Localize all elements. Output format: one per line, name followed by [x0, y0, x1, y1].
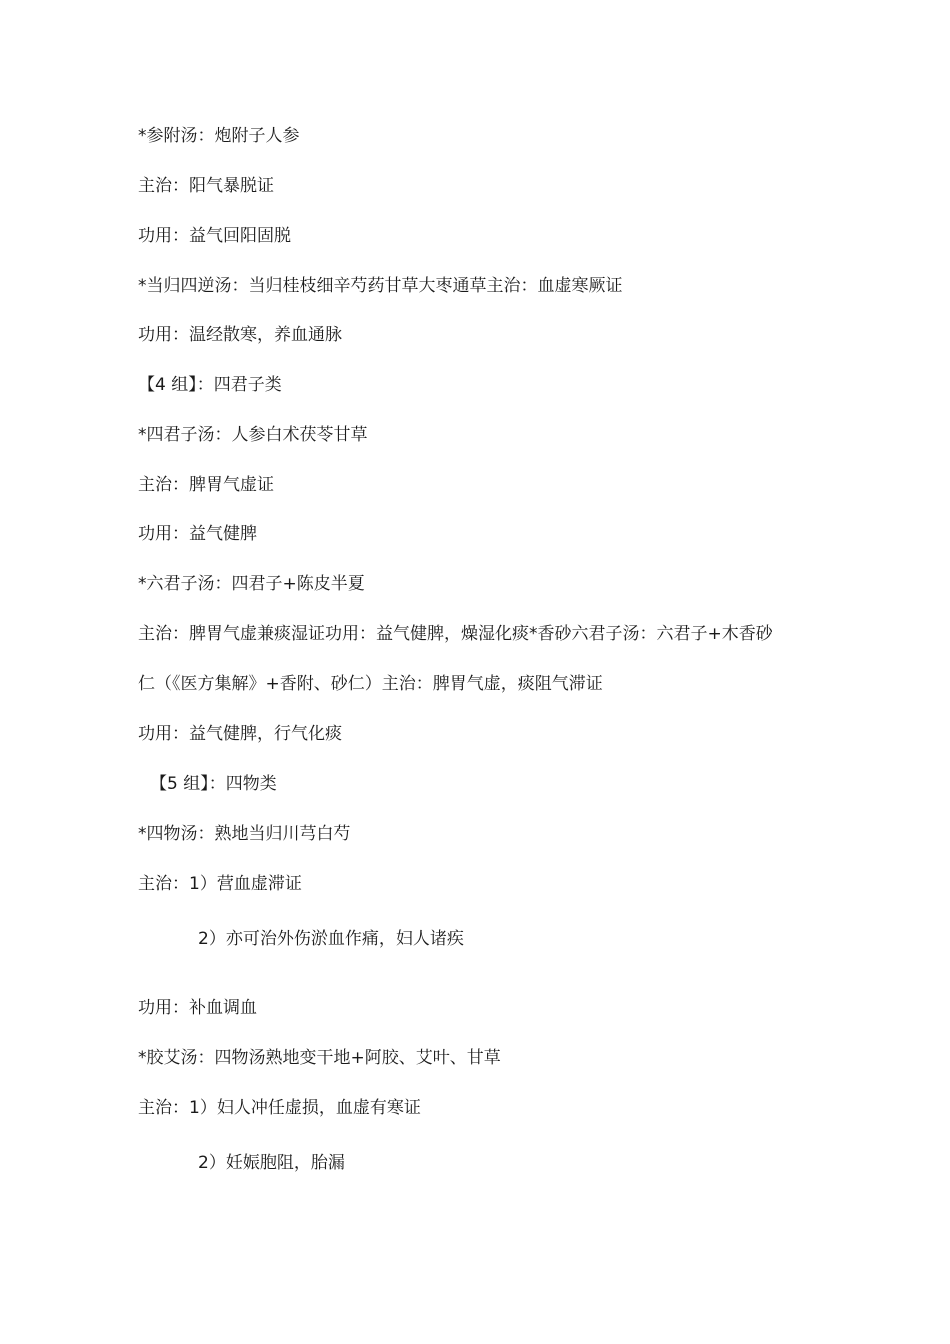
text-line: 2）妊娠胞阻，胎漏 — [198, 1153, 345, 1173]
text-line: *当归四逆汤：当归桂枝细辛芍药甘草大枣通草主治：血虚寒厥证 — [138, 276, 623, 296]
section-heading: 【4 组】：四君子类 — [138, 375, 282, 395]
text-line: 主治：1）妇人冲任虚损，血虚有寒证 — [138, 1098, 421, 1118]
text-line: 主治：脾胃气虚证 — [138, 475, 274, 495]
text-line: *参附汤：炮附子人参 — [138, 126, 300, 146]
text-line: 主治：阳气暴脱证 — [138, 176, 274, 196]
text-line: *胶艾汤：四物汤熟地变干地+阿胶、艾叶、甘草 — [138, 1048, 501, 1068]
text-line: *四物汤：熟地当归川芎白芍 — [138, 824, 351, 844]
text-line: 仁（《医方集解》+香附、砂仁）主治：脾胃气虚，痰阻气滞证 — [138, 674, 603, 694]
section-heading: 【5 组】：四物类 — [150, 774, 277, 794]
text-line: 主治：脾胃气虚兼痰湿证功用：益气健脾，燥湿化痰*香砂六君子汤：六君子+木香砂 — [138, 624, 773, 644]
text-line: 功用：温经散寒，养血通脉 — [138, 325, 342, 345]
text-line: 功用：益气健脾 — [138, 524, 257, 544]
text-line: *四君子汤：人参白术茯苓甘草 — [138, 425, 368, 445]
text-line: 功用：益气回阳固脱 — [138, 226, 291, 246]
text-line: 主治：1）营血虚滞证 — [138, 874, 302, 894]
text-line: 功用：补血调血 — [138, 998, 257, 1018]
text-line: *六君子汤：四君子+陈皮半夏 — [138, 574, 365, 594]
text-line: 2）亦可治外伤淤血作痛，妇人诸疾 — [198, 929, 464, 949]
text-line: 功用：益气健脾，行气化痰 — [138, 724, 342, 744]
